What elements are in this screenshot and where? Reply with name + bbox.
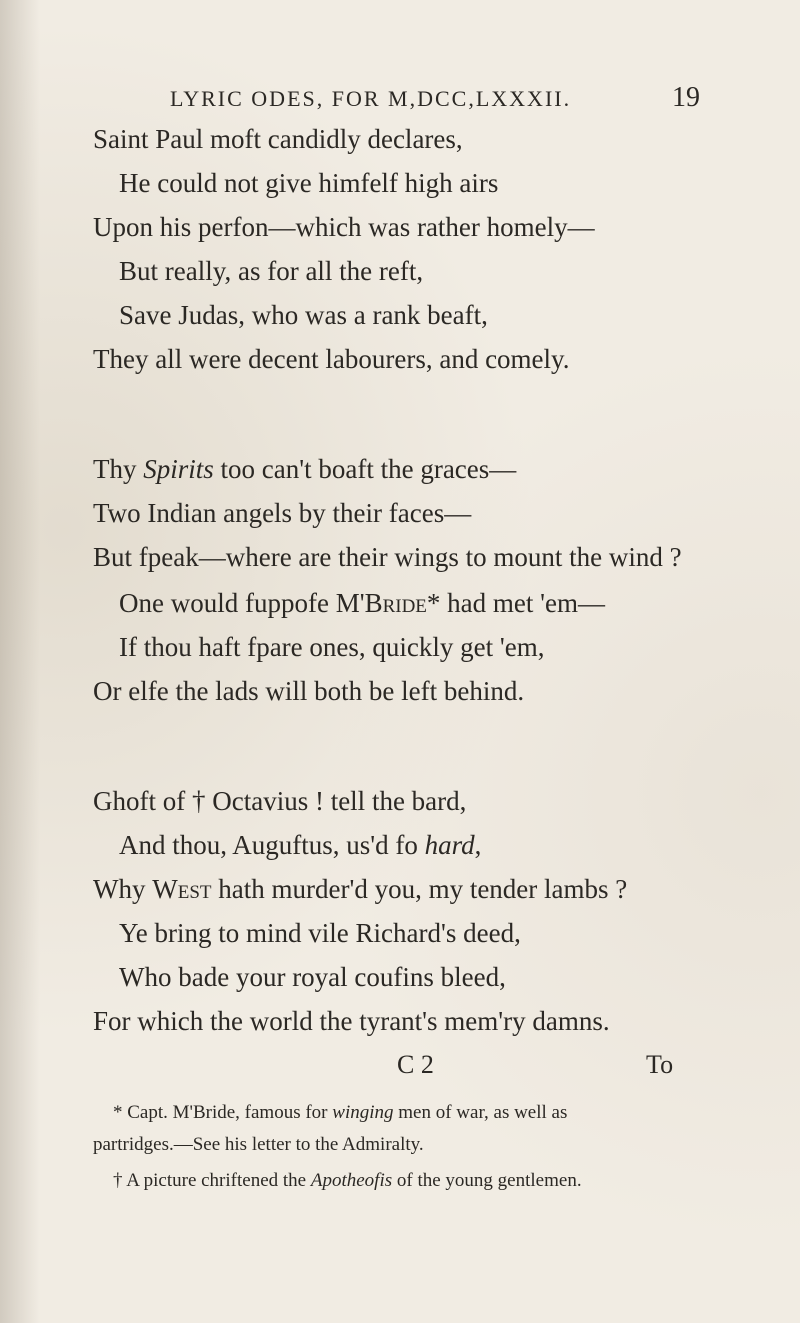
verse-smallcaps: Bride — [364, 588, 427, 618]
footnote — [113, 1102, 567, 1124]
verse-text: hath murder'd you, my tender lambs ? — [211, 874, 628, 904]
footnote-text: men of war, as well as — [393, 1102, 568, 1123]
verse-text: Why — [93, 874, 153, 904]
footnote-text: * Capt. M'Bride, famous for — [113, 1102, 333, 1123]
signature-mark: C 2 — [397, 1050, 434, 1079]
footnote-italic: winging — [332, 1102, 394, 1123]
verse-line: If thou haft fpare ones, quickly get 'em, — [119, 632, 545, 662]
verse-line: Saint Paul moft candidly declares, — [93, 124, 463, 154]
verse-line: For which the world the tyrant's mem'ry damns. — [93, 1006, 610, 1036]
verse-line: Ghoft of † Octavius ! tell the bard, — [93, 786, 467, 816]
footnote-italic: Apotheofis — [310, 1170, 393, 1191]
verse-italic: Spirits — [143, 454, 214, 484]
verse-text: Thy — [93, 454, 144, 484]
verse-line: Who bade your royal coufins bleed, — [119, 962, 506, 992]
verse-line: Upon his perfon—which was rather homely— — [93, 212, 595, 242]
catchword: To — [646, 1050, 674, 1079]
verse-line — [93, 456, 516, 483]
verse-line: But really, as for all the reft, — [119, 256, 424, 286]
verse-line: Save Judas, who was a rank beaft, — [119, 300, 488, 330]
binding-shadow — [0, 0, 40, 1323]
verse-text: too can't boaft the graces— — [213, 454, 517, 484]
verse-line: They all were decent labourers, and comely. — [93, 344, 570, 374]
verse-text: * had met 'em— — [426, 588, 605, 618]
page-number: 19 — [672, 82, 700, 113]
verse-italic: hard — [424, 830, 475, 860]
verse-line: Or elfe the lads will both be left behind. — [93, 676, 525, 706]
verse-line — [93, 876, 627, 903]
verse-text: One would fuppofe M' — [119, 588, 365, 618]
verse-text: , — [474, 830, 482, 860]
verse-line — [119, 832, 481, 859]
footnote-text: † A picture chriftened the — [113, 1170, 311, 1191]
header-title: LYRIC ODES, FOR M,DCC,LXXXII. — [170, 86, 572, 111]
verse-line: Ye bring to mind vile Richard's deed, — [119, 918, 521, 948]
verse-text: And thou, Auguftus, us'd fo — [119, 830, 425, 860]
verse-line — [119, 590, 605, 617]
footnote-text: of the young gentlemen. — [392, 1170, 582, 1191]
verse-line: He could not give himfelf high airs — [119, 168, 499, 198]
verse-line: Two Indian angels by their faces— — [93, 498, 472, 528]
footnote-continued: partridges.—See his letter to the Admiralty. — [93, 1134, 424, 1155]
verse-line: But fpeak—where are their wings to mount the wind ? — [93, 542, 682, 572]
footnote — [113, 1170, 582, 1192]
running-header — [170, 82, 700, 113]
verse-smallcaps: West — [152, 874, 212, 904]
